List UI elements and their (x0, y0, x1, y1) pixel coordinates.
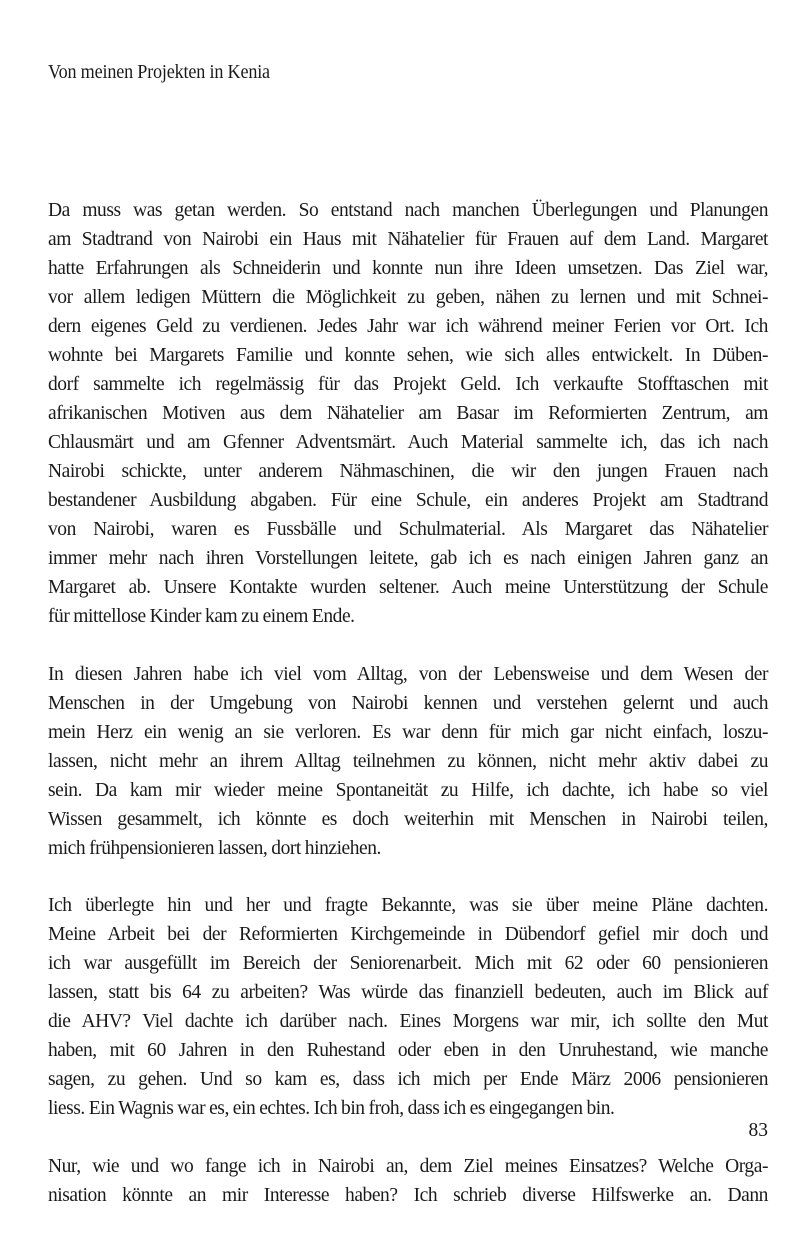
text-line-content: ich war ausgefüllt im Bereich der Seniorenarbeit. Mich mit 62 oder 60 pensionieren (48, 953, 768, 974)
text-line (48, 949, 768, 978)
text-line-content: haben, mit 60 Jahren in den Ruhestand oder eben in den Unruhestand, wie manche (48, 1040, 768, 1061)
text-line-content: lassen, nicht mehr an ihrem Alltag teilnehmen zu können, nicht mehr aktiv dabei zu (48, 750, 768, 772)
text-line (48, 718, 768, 747)
text-line-content: für mittellose Kinder kam zu einem Ende. (48, 606, 355, 627)
text-line-content: die AHV? Viel dachte ich darüber nach. Eines Morgens war mir, ich sollte den Mut (48, 1011, 768, 1032)
text-line-content: liess. Ein Wagnis war es, ein echtes. Ich bin froh, dass ich es eingegangen bin. (48, 1098, 615, 1119)
paragraph (48, 1152, 768, 1210)
text-line (48, 920, 768, 949)
text-line (48, 428, 768, 457)
text-line (48, 1036, 768, 1065)
text-line-content: In diesen Jahren habe ich viel vom Alltag, von der Lebensweise und dem Wesen der (48, 663, 768, 685)
text-line-content: Menschen in der Umgebung von Nairobi kennen und verstehen gelernt und auch (48, 692, 768, 714)
text-line (48, 689, 768, 718)
running-head: Von meinen Projekten in Kenia (48, 62, 270, 83)
text-line (48, 225, 768, 254)
text-line-content: immer mehr nach ihren Vorstellungen leitete, gab ich es nach einigen Jahren ganz an (48, 548, 768, 569)
text-line-content: Margaret ab. Unsere Kontakte wurden seltener. Auch meine Unterstützung der Schule (48, 577, 768, 598)
paragraph (48, 196, 768, 631)
body-text (48, 196, 768, 1238)
text-line (48, 283, 768, 312)
text-line (48, 312, 768, 341)
text-line-content: hatte Erfahrungen als Schneiderin und konnte nun ihre Ideen umsetzen. Das Ziel war, (48, 258, 768, 279)
text-line (48, 776, 768, 805)
text-line (48, 254, 768, 283)
text-line (48, 573, 768, 602)
paragraph (48, 891, 768, 1123)
text-line-content: am Stadtrand von Nairobi ein Haus mit Nähatelier für Frauen auf dem Land. Margaret (48, 229, 768, 250)
text-line (48, 457, 768, 486)
text-line (48, 1152, 768, 1181)
text-line (48, 805, 768, 834)
text-line (48, 1094, 768, 1123)
text-line (48, 978, 768, 1007)
text-line-content: Ich überlegte hin und her und fragte Bekannte, was sie über meine Pläne dachten. (48, 895, 768, 916)
text-line (48, 1007, 768, 1036)
text-line-content: mich frühpensionieren lassen, dort hinziehen. (48, 837, 381, 859)
text-line (48, 515, 768, 544)
text-line-content: Nairobi schickte, unter anderem Nähmaschinen, die wir den jungen Frauen nach (48, 461, 768, 482)
text-line (48, 399, 768, 428)
text-line-content: afrikanischen Motiven aus dem Nähatelier am Basar im Reformierten Zentrum, am (48, 403, 768, 424)
text-line (48, 370, 768, 399)
text-line (48, 602, 768, 631)
text-line-content: Chlausmärt und am Gfenner Adventsmärt. Auch Material sammelte ich, das ich nach (48, 432, 768, 453)
text-line-content: sein. Da kam mir wieder meine Spontaneität zu Hilfe, ich dachte, ich habe so viel (48, 779, 768, 801)
text-line (48, 1181, 768, 1210)
text-line (48, 1065, 768, 1094)
text-line (48, 834, 768, 863)
text-line (48, 486, 768, 515)
text-line (48, 660, 768, 689)
text-line-content: dern eigenes Geld zu verdienen. Jedes Jahr war ich während meiner Ferien vor Ort. Ich (48, 316, 768, 337)
text-line-content: Da muss was getan werden. So entstand nach manchen Überlegungen und Planungen (48, 200, 768, 221)
text-line-content: wohnte bei Margarets Familie und konnte sehen, wie sich alles entwickelt. In Düben- (48, 345, 768, 366)
text-line-content: lassen, statt bis 64 zu arbeiten? Was würde das finanziell bedeuten, auch im Blick auf (48, 982, 768, 1003)
text-line (48, 747, 768, 776)
text-line-content: von Nairobi, waren es Fussbälle und Schulmaterial. Als Margaret das Nähatelier (48, 519, 768, 540)
text-line-content: mein Herz ein wenig an sie verloren. Es war denn für mich gar nicht einfach, loszu- (48, 721, 768, 743)
text-line-content: Meine Arbeit bei der Reformierten Kirchgemeinde in Dübendorf gefiel mir doch und (48, 924, 768, 945)
paragraph (48, 660, 768, 863)
text-line-content: sagen, zu gehen. Und so kam es, dass ich mich per Ende März 2006 pensionieren (48, 1069, 768, 1090)
text-line-content: bestandener Ausbildung abgaben. Für eine Schule, ein anderes Projekt am Stadtrand (48, 490, 768, 511)
text-line-content: Nur, wie und wo fange ich in Nairobi an, dem Ziel meines Einsatzes? Welche Orga- (48, 1155, 768, 1177)
text-line (48, 891, 768, 920)
page-number: 83 (748, 1120, 768, 1141)
text-line (48, 196, 768, 225)
text-line-content: Wissen gesammelt, ich könnte es doch weiterhin mit Menschen in Nairobi teilen, (48, 808, 768, 830)
text-line-content: dorf sammelte ich regelmässig für das Projekt Geld. Ich verkaufte Stofftaschen mit (48, 374, 768, 395)
text-line (48, 544, 768, 573)
text-line-content: vor allem ledigen Müttern die Möglichkeit zu geben, nähen zu lernen und mit Schnei- (48, 287, 768, 308)
text-line (48, 341, 768, 370)
text-line-content: nisation könnte an mir Interesse haben? Ich schrieb diverse Hilfswerke an. Dann (48, 1184, 768, 1206)
